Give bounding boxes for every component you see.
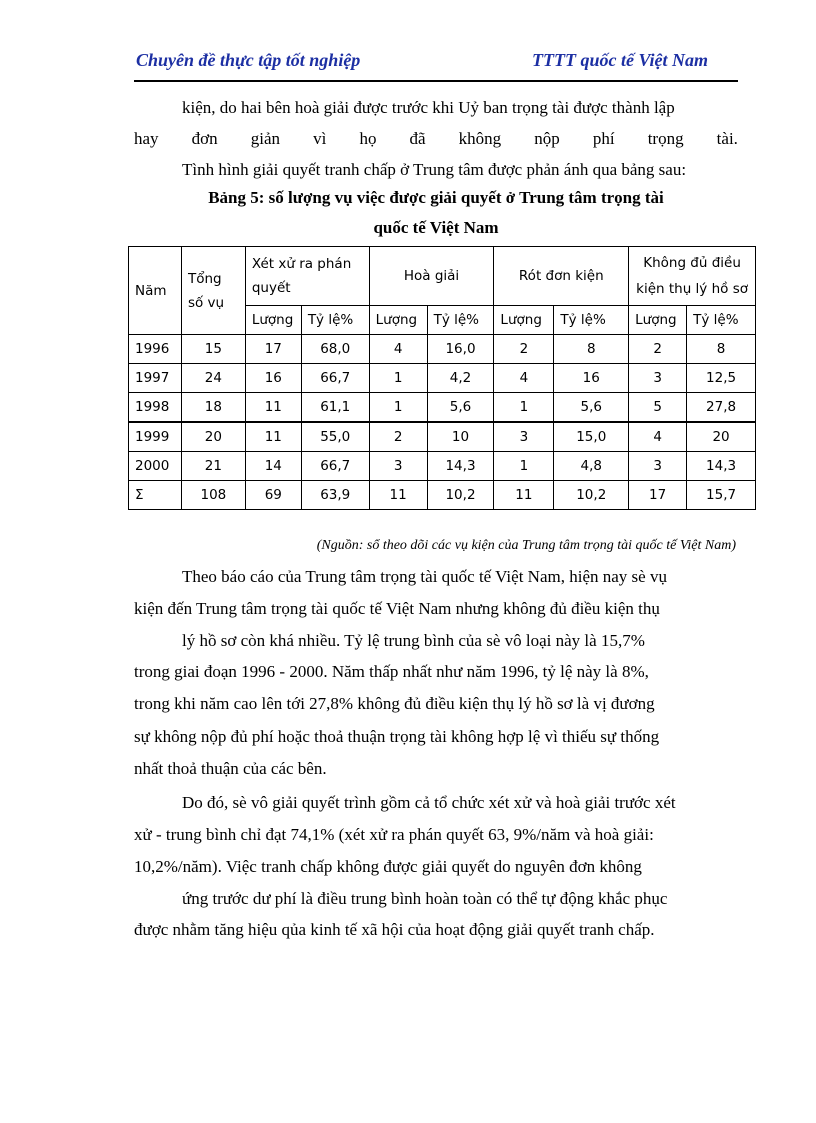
cell: 2 [369, 422, 427, 452]
cell: 66,7 [301, 364, 369, 393]
header-group-mediation: Hoà giải [369, 247, 494, 306]
word: vì [313, 129, 327, 148]
cell: 10,2 [427, 481, 494, 510]
cell: 24 [181, 364, 245, 393]
intro-line-1: kiện, do hai bên hoà giải được trước khi Uỷ ban trọng tài được thành lập [182, 98, 675, 117]
cell: 1 [494, 452, 554, 481]
sub-qty: Lượng [494, 306, 554, 335]
table-header-row [129, 247, 756, 306]
word: đơn [191, 129, 218, 148]
header-right-title: TTTT quốc tế Việt Nam [532, 50, 708, 70]
intro-line-3: Tình hình giải quyết tranh chấp ở Trung tâm được phản ánh qua bảng sau: [182, 160, 687, 179]
cell: 4,8 [554, 452, 629, 481]
cell: 55,0 [301, 422, 369, 452]
sub-qty: Lượng [629, 306, 687, 335]
header-total: Tổng số vụ [181, 247, 245, 335]
cell: 11 [494, 481, 554, 510]
cell: 4 [369, 335, 427, 364]
body-line: nhất thoả thuận của các bên. [134, 759, 327, 778]
cell: 1 [369, 393, 427, 423]
word: phí [592, 129, 615, 148]
sub-pct: Tỷ lệ% [687, 306, 756, 335]
cell: 4 [494, 364, 554, 393]
sub-pct: Tỷ lệ% [554, 306, 629, 335]
cell: 20 [181, 422, 245, 452]
cell: 11 [369, 481, 427, 510]
word: tài. [716, 129, 738, 148]
body-line: Do đó, sè vô giải quyết trình gồm cả tổ chức xét xử và hoà giải trước xét [182, 793, 676, 812]
sub-pct: Tỷ lệ% [427, 306, 494, 335]
word: đã [409, 129, 426, 148]
cell: 14,3 [687, 452, 756, 481]
cell-year: 1997 [129, 364, 182, 393]
cell: 16 [245, 364, 301, 393]
sub-qty: Lượng [245, 306, 301, 335]
body-line: ứng trước dư phí là điều trung bình hoàn toàn có thể tự động khắc phục [182, 889, 668, 908]
header-group-judgment: Xét xử ra phán quyết [245, 247, 369, 306]
table-source-note: (Nguồn: sổ theo dõi các vụ kiện của Trung tâm trọng tài quốc tế Việt Nam) [316, 538, 736, 553]
body-line: sự không nộp đủ phí hoặc thoả thuận trọng tài không hợp lệ vì thiếu sự thống [134, 727, 660, 746]
body-line: 10,2%/năm). Việc tranh chấp không được giải quyết do nguyên đơn không [134, 857, 642, 876]
body-line: được nhằm tăng hiệu qủa kinh tế xã hội của hoạt động giải quyết tranh chấp. [134, 920, 655, 939]
table-caption-line-1: Bảng 5: số lượng vụ việc được giải quyết ở Trung tâm trọng tài [208, 188, 664, 207]
table-row [129, 335, 756, 364]
cell: 10 [427, 422, 494, 452]
cell: 68,0 [301, 335, 369, 364]
cell: 108 [181, 481, 245, 510]
cell: 3 [629, 452, 687, 481]
cell-year: 1998 [129, 393, 182, 423]
cell: 1 [494, 393, 554, 423]
cell: 4,2 [427, 364, 494, 393]
cell: 61,1 [301, 393, 369, 423]
intro-line-2 [134, 128, 738, 150]
cell: 5,6 [427, 393, 494, 423]
page-header [134, 48, 738, 82]
table-row [129, 393, 756, 423]
word: họ [359, 129, 377, 148]
header-group-ineligible: Không đủ điều kiện thụ lý hồ sơ [629, 247, 756, 306]
cell: 16,0 [427, 335, 494, 364]
cell: 17 [245, 335, 301, 364]
cell: 15,7 [687, 481, 756, 510]
cell-year: 2000 [129, 452, 182, 481]
sub-pct: Tỷ lệ% [301, 306, 369, 335]
cell: 21 [181, 452, 245, 481]
word: nộp [534, 129, 560, 148]
cell: 14 [245, 452, 301, 481]
table-row [129, 364, 756, 393]
word: giản [250, 129, 281, 148]
cell: 16 [554, 364, 629, 393]
header-left-title: Chuyên đề thực tập tốt nghiệp [136, 50, 361, 70]
cell: 11 [245, 422, 301, 452]
cell: 12,5 [687, 364, 756, 393]
cell-year: 1999 [129, 422, 182, 452]
body-line: trong giai đoạn 1996 - 2000. Năm thấp nhất như năm 1996, tỷ lệ này là 8%, [134, 662, 649, 681]
cell: 18 [181, 393, 245, 423]
cell: 2 [494, 335, 554, 364]
cell-sum-symbol: Σ [129, 481, 182, 510]
header-group-withdrawn: Rót đơn kiện [494, 247, 629, 306]
cell: 27,8 [687, 393, 756, 423]
cell: 11 [245, 393, 301, 423]
cell: 3 [369, 452, 427, 481]
table-row [129, 422, 756, 452]
cell: 15 [181, 335, 245, 364]
cell: 2 [629, 335, 687, 364]
cell: 63,9 [301, 481, 369, 510]
cell: 14,3 [427, 452, 494, 481]
cell: 3 [494, 422, 554, 452]
cell: 5 [629, 393, 687, 423]
cell: 17 [629, 481, 687, 510]
body-line: trong khi năm cao lên tới 27,8% không đủ điều kiện thụ lý hồ sơ là vị đương [134, 694, 655, 713]
body-line: kiện đến Trung tâm trọng tài quốc tế Việt Nam nhưng không đủ điều kiện thụ [134, 599, 660, 618]
table-total-row [129, 481, 756, 510]
cell: 8 [687, 335, 756, 364]
body-line: xử - trung bình chỉ đạt 74,1% (xét xử ra phán quyết 63, 9%/năm và hoà giải: [134, 825, 654, 844]
cell: 66,7 [301, 452, 369, 481]
word: không [458, 129, 502, 148]
cell: 15,0 [554, 422, 629, 452]
cell: 69 [245, 481, 301, 510]
cell: 3 [629, 364, 687, 393]
body-line: Theo báo cáo của Trung tâm trọng tài quốc tế Việt Nam, hiện nay sè vụ [182, 567, 667, 586]
cell: 20 [687, 422, 756, 452]
cell: 1 [369, 364, 427, 393]
cell: 5,6 [554, 393, 629, 423]
table-caption-line-2: quốc tế Việt Nam [373, 218, 499, 237]
cell-year: 1996 [129, 335, 182, 364]
cell: 10,2 [554, 481, 629, 510]
word: trọng [647, 129, 684, 148]
header-year: Năm [129, 247, 182, 335]
cell: 4 [629, 422, 687, 452]
cell: 8 [554, 335, 629, 364]
table-row [129, 452, 756, 481]
sub-qty: Lượng [369, 306, 427, 335]
word: hay [134, 129, 159, 148]
dispute-statistics-table [128, 246, 756, 510]
body-line: lý hồ sơ còn khá nhiều. Tỷ lệ trung bình của sè vô loại này là 15,7% [182, 631, 645, 650]
